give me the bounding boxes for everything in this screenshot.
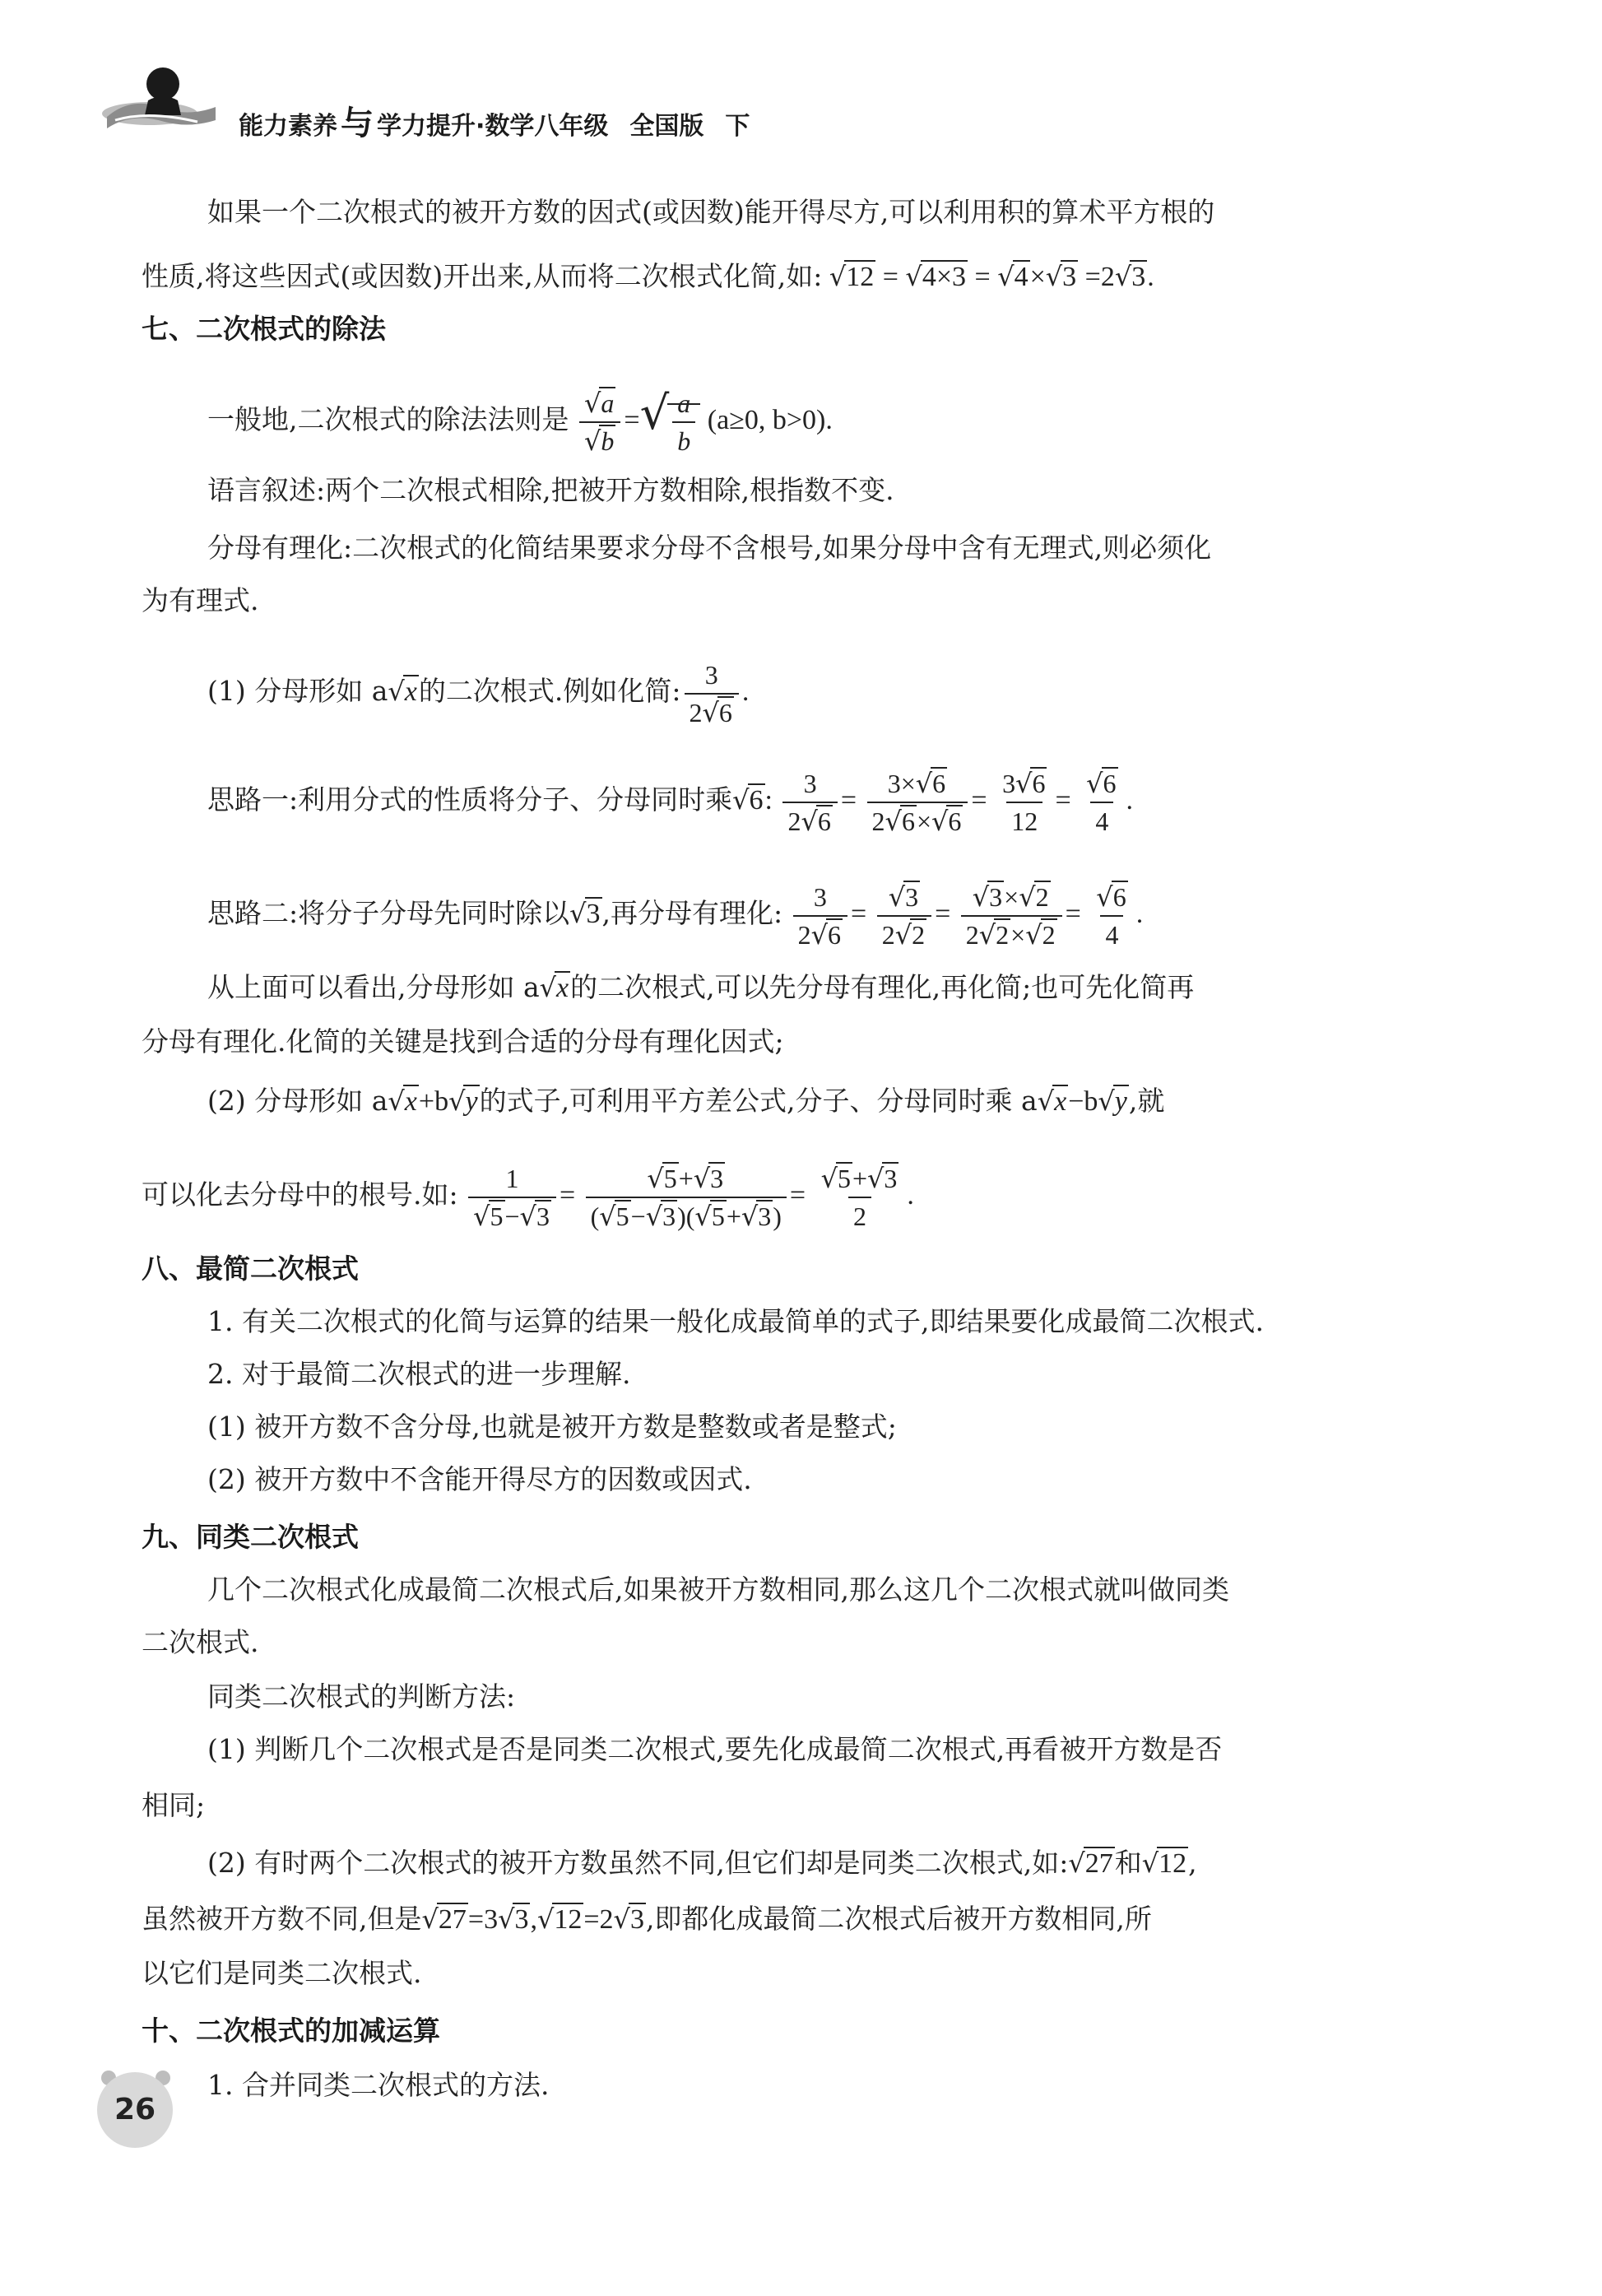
idea2-fraction-2: $\frac{√3}{2√2}$ (877, 881, 931, 951)
sec9-def-line2: 二次根式. (142, 1626, 259, 1658)
sec7-heading: 七、二次根式的除法 (142, 313, 386, 345)
header-title-part2: 学力提升·数学八年级 (377, 112, 609, 141)
sec6-para1-line2: 性质,将这些因式(或因数)开出来,从而将二次根式化简,如: √12 = √4×3 = √4×√3 =2√3. (142, 258, 1154, 295)
header-edition: 全国版 (629, 112, 704, 141)
sec7-case1: (1) 分母形如 a√x的二次根式.例如化简: $\frac{3}{2√6}$ . (207, 660, 750, 728)
sec8-heading: 八、最简二次根式 (142, 1253, 359, 1285)
idea2-fraction-3: $\frac{√3\times√2}{2√2\times√2}$ (961, 881, 1062, 951)
sec7-idea2: 思路二:将分子分母先同时除以√3,再分母有理化: $\frac{3}{2√6}$ = $\frac{√3}{2√2}$ = $\frac{√3\times√2}{2√2\times√2}$ = $\frac{√6}{4}$ . (207, 881, 1144, 950)
sqrt-3b: √3 (1114, 261, 1146, 292)
sqrt-12: √12 (829, 261, 875, 292)
case2-fraction-2: $\frac{√5+√3}{(√5-√3)(√5+√3)}$ (586, 1162, 787, 1233)
sec7-summary-line2: 分母有理化.化简的关键是找到合适的分母有理化因式; (142, 1025, 784, 1057)
case1-fraction: $\frac{3}{2√6}$ (685, 658, 739, 729)
sec7-case2-line2: 可以化去分母中的根号.如: $\frac{1}{√5-√3}$ = $\frac{√5+√3}{(√5-√3)(√5+√3)}$ = $\frac{√5+√3}{2}$ . (142, 1163, 914, 1232)
sec7-case2-line1: (2) 分母形如 a√x+b√y的式子,可利用平方差公式,分子、分母同时乘 a√x−b√y,就 (207, 1085, 1165, 1117)
header-title-part1: 能力素养 (239, 112, 337, 141)
sec9-method-title: 同类二次根式的判断方法: (207, 1680, 516, 1713)
idea2-fraction-4: $\frac{√6}{4}$ (1096, 881, 1126, 950)
sec10-heading: 十、二次根式的加减运算 (142, 2015, 440, 2047)
sqrt-3: √3 (1045, 261, 1077, 292)
idea2-fraction-1: $\frac{3}{2√6}$ (793, 881, 847, 951)
case2-fraction-1: $\frac{1}{√5-√3}$ (468, 1162, 556, 1233)
case2-fraction-3: $\frac{√5+√3}{2}$ (820, 1163, 898, 1231)
sec7-rule-line: 一般地,二次根式的除法法则是 $\frac{√a}{√b}$ =√ $\frac{a}{b}$ (a≥0, b>0). (207, 386, 833, 457)
header-logo-icon (99, 63, 222, 138)
sec9-heading: 九、同类二次根式 (142, 1521, 359, 1553)
header-title (239, 97, 750, 144)
header-volume: 下 (725, 112, 750, 141)
sec7-idea1: 思路一:利用分式的性质将分子、分母同时乘√6: $\frac{3}{2√6}$ = $\frac{3\times√6}{2√6\times√6}$ = $\frac{3√6}{12}$ = $\frac{√6}{4}$ . (207, 768, 1134, 837)
sec8-sub1: (1) 被开方数不含分母,也就是被开方数是整数或者是整式; (207, 1411, 897, 1443)
sec7-rationalize-line2: 为有理式. (142, 584, 259, 616)
sec7-summary-line1: 从上面可以看出,分母形如 a√x的二次根式,可以先分母有理化,再化简;也可先化简再 (207, 971, 1195, 1003)
sec7-rationalize-line1: 分母有理化:二次根式的化简结果要求分母不含根号,如果分母中含有无理式,则必须化 (207, 532, 1212, 564)
sec7-statement: 语言叙述:两个二次根式相除,把被开方数相除,根指数不变. (207, 474, 894, 506)
sec9-m2-line3: 以它们是同类二次根式. (142, 1957, 422, 1989)
sec9-m2-line2: 虽然被开方数不同,但是√27=3√3,√12=2√3,即都化成最简二次根式后被开方数相同,所 (142, 1903, 1152, 1935)
sec8-sub2: (2) 被开方数中不含能开得尽方的因数或因式. (207, 1463, 752, 1495)
sec8-item1: 1. 有关二次根式的化简与运算的结果一般化成最简单的式子,即结果要化成最简二次根式. (207, 1305, 1264, 1337)
sec8-item2: 2. 对于最简二次根式的进一步理解. (207, 1358, 631, 1390)
sec10-item1: 1. 合并同类二次根式的方法. (207, 2069, 550, 2101)
sec9-m1-line2: 相同; (142, 1789, 206, 1821)
sec9-m1-line1: (1) 判断几个二次根式是否是同类二次根式,要先化成最简二次根式,再看被开方数是否 (207, 1733, 1223, 1765)
sqrt-4x3: √4×3 (905, 261, 966, 292)
sec9-def-line1: 几个二次根式化成最简二次根式后,如果被开方数相同,那么这几个二次根式就叫做同类 (207, 1573, 1229, 1606)
rule-right-sqrt: √ $\frac{a}{b}$ (640, 387, 701, 458)
idea1-fraction-4: $\frac{√6}{4}$ (1086, 768, 1117, 836)
sqrt-4: √4 (997, 261, 1029, 292)
idea1-fraction-3: $\frac{3√6}{12}$ (1002, 768, 1046, 836)
rule-left-fraction: $\frac{√a}{√b}$ (579, 387, 620, 458)
idea1-fraction-1: $\frac{3}{2√6}$ (782, 767, 837, 838)
idea1-fraction-2: $\frac{3\times√6}{2√6\times√6}$ (867, 767, 968, 838)
page-number: 26 (97, 2072, 173, 2148)
header-title-connector: 与 (341, 105, 374, 142)
sec9-m2-line1: (2) 有时两个二次根式的被开方数虽然不同,但它们却是同类二次根式,如:√27和√12, (207, 1847, 1197, 1879)
sec6-para1-line1: 如果一个二次根式的被开方数的因式(或因数)能开得尽方,可以利用积的算术平方根的 (207, 196, 1215, 228)
